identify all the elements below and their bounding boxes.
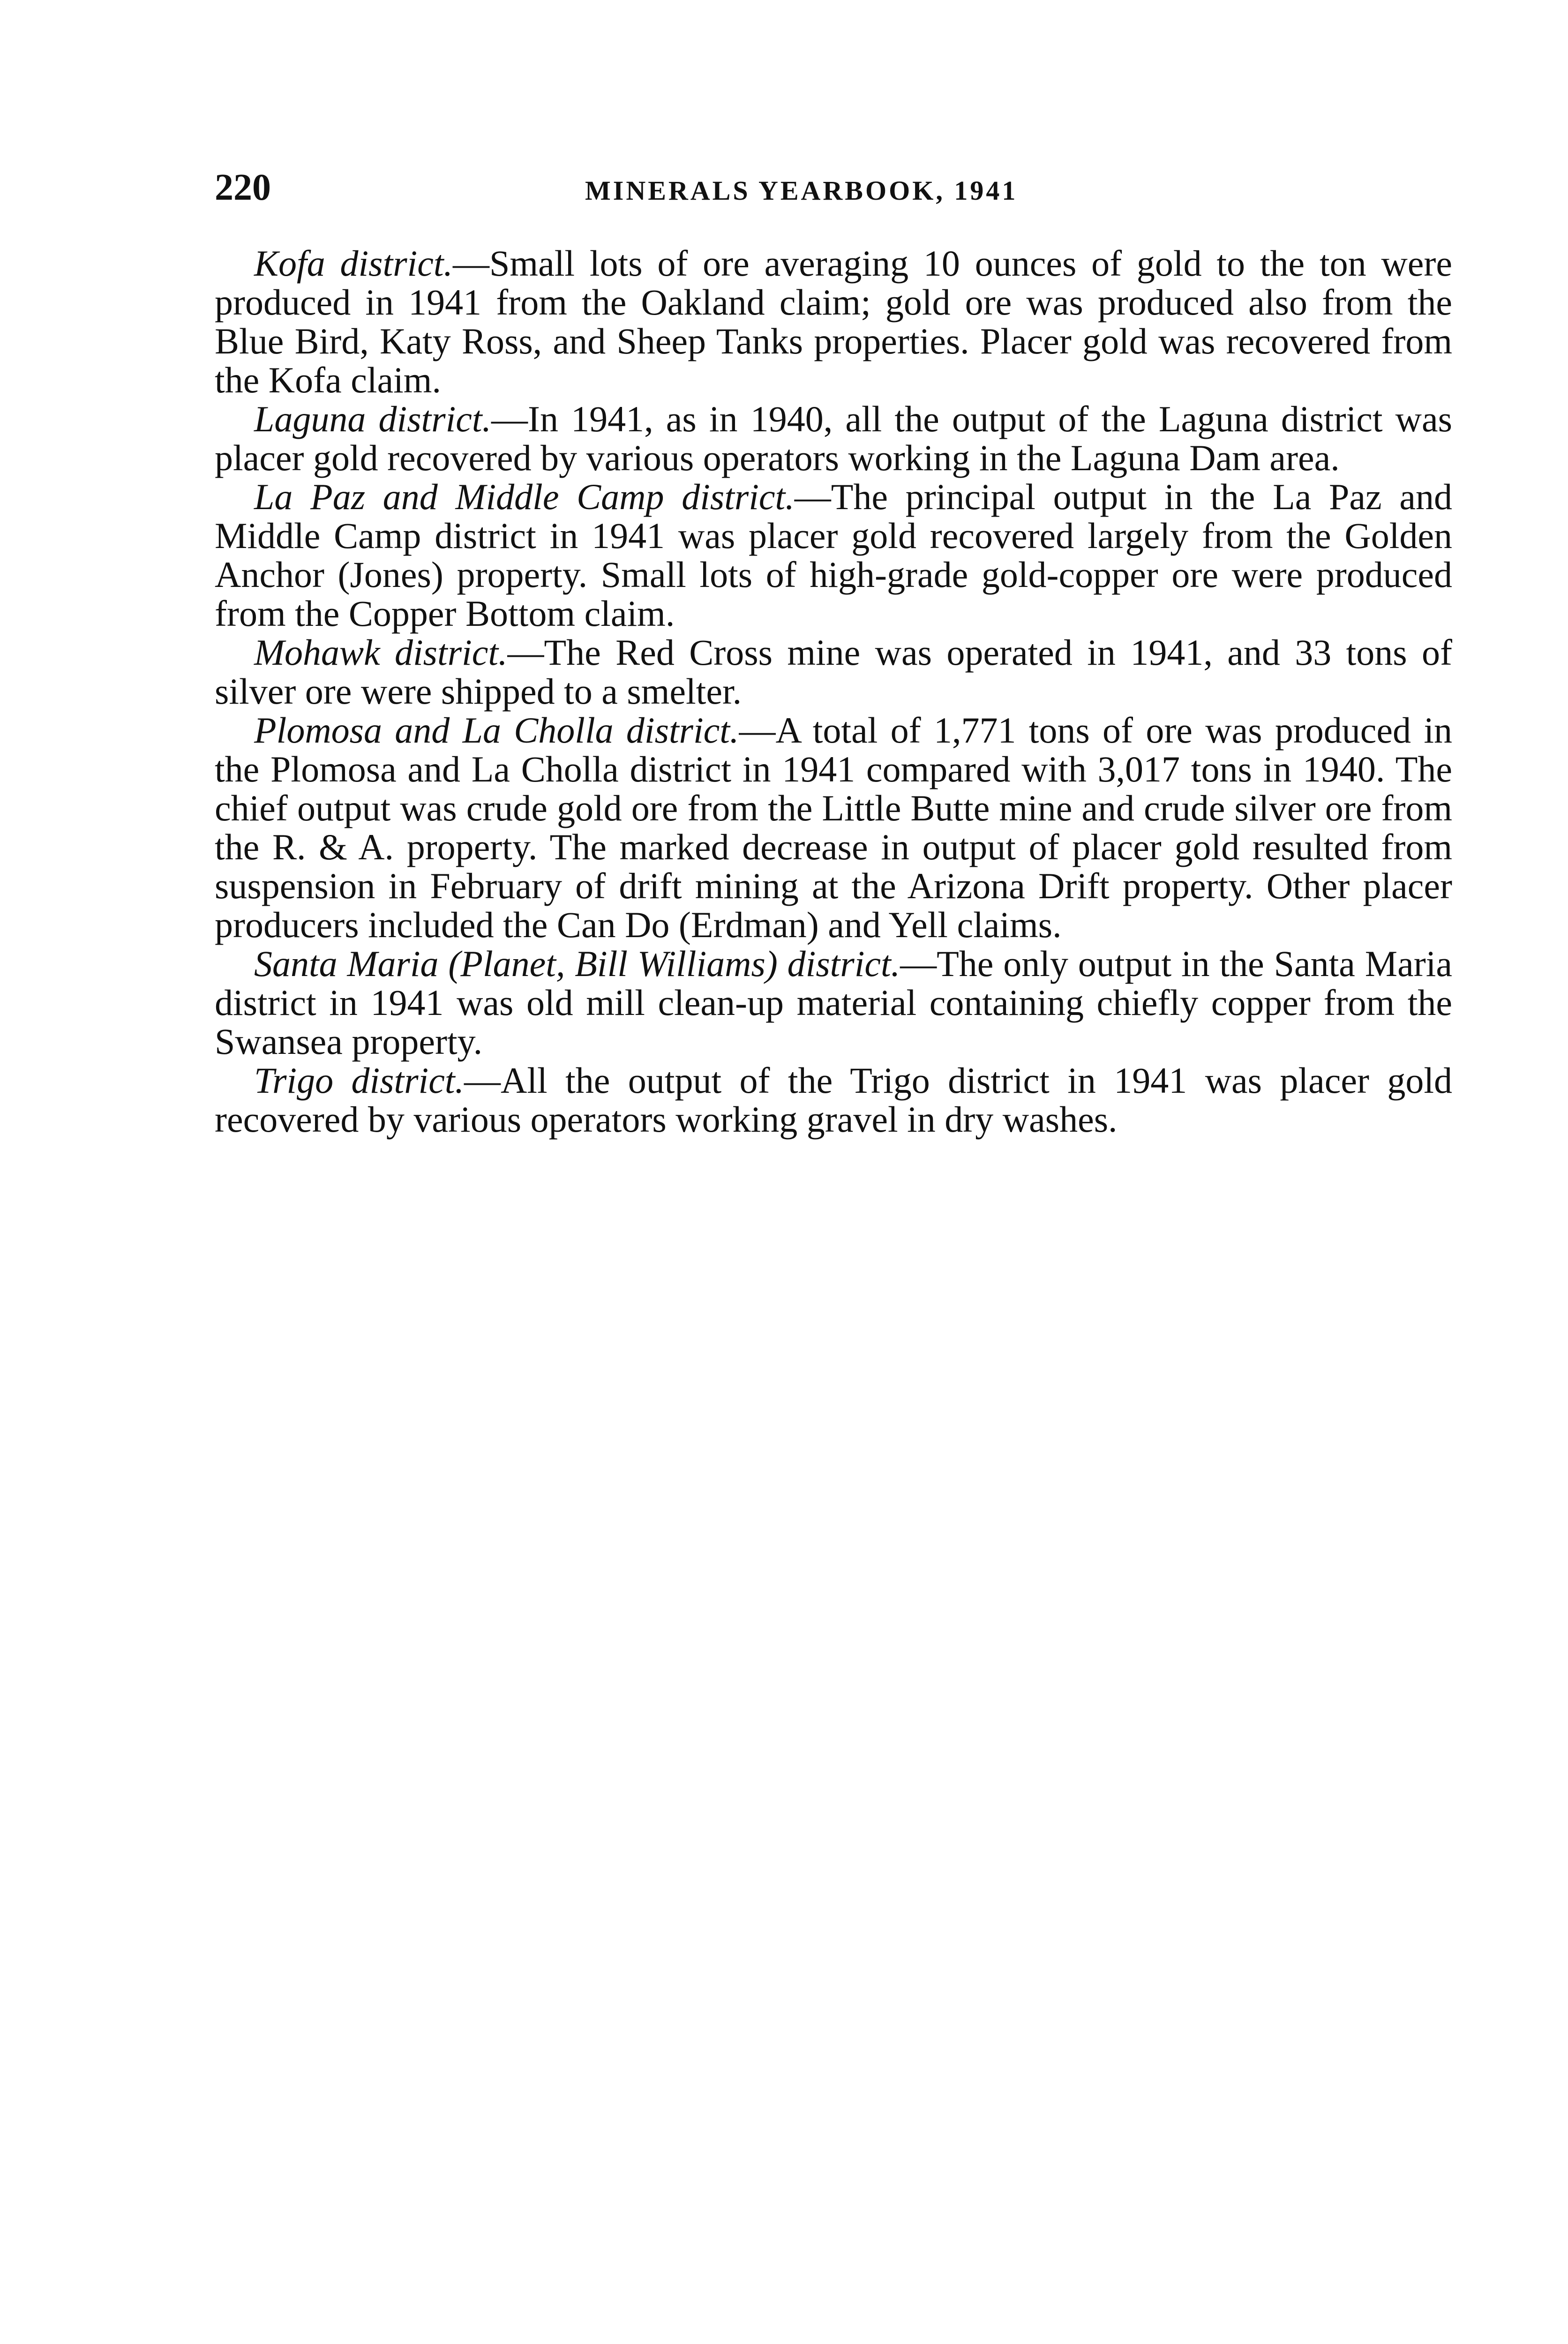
paragraph-mohawk-district [215,633,1452,711]
district-heading: Mohawk district. [254,632,508,673]
paragraph-kofa-district [215,244,1452,399]
body-text [215,244,1452,1139]
paragraph-plomosa-district [215,711,1452,944]
paragraph-text: —All the output of the Trigo district in 1941 was placer gold recovered by various operators working gravel in dry washes. [215,1060,1452,1140]
district-heading: Kofa district. [254,243,453,284]
district-heading: Plomosa and La Cholla district. [254,710,739,751]
paragraph-text: —A total of 1,771 tons of ore was produced in the Plomosa and La Cholla district in 1941 compared with 3,017 tons in 1940. The chief output was crude gold ore from the Little Butte mine and crude silver ore from the R. & A. property. The marked decrease in output of placer gold resulted from suspension in February of drift mining at the Arizona Drift property. Other placer producers included the Can Do (Erdman) and Yell claims. [215,710,1452,945]
paragraph-text: —The principal output in the La Paz and Middle Camp district in 1941 was placer gold recovered largely from the Golden Anchor (Jones) property. Small lots of high-grade gold-copper ore were produced from the Copper Bottom claim. [215,476,1452,634]
paragraph-text: —In 1941, as in 1940, all the output of the Laguna district was placer gold recovered by various operators working in the Laguna Dam area. [215,398,1452,478]
paragraph-trigo-district [215,1061,1452,1139]
page-number: 220 [215,167,271,208]
paragraph-text: —The Red Cross mine was operated in 1941, and 33 tons of silver ore were shipped to a smelter. [215,632,1452,712]
district-heading: La Paz and Middle Camp district. [254,476,795,517]
paragraph-la-paz-district [215,477,1452,633]
page-header [215,164,1452,211]
district-heading: Trigo district. [254,1060,465,1101]
paragraph-text: —Small lots of ore averaging 10 ounces of gold to the ton were produced in 1941 from the Oakland claim; gold ore was produced also from the Blue Bird, Katy Ross, and Sheep Tanks properties. Placer gold was recovered from the Kofa claim. [215,243,1452,400]
district-heading: Santa Maria (Planet, Bill Williams) district. [254,943,900,984]
paragraph-text: —The only output in the Santa Maria district in 1941 was old mill clean-up material containing chiefly copper from the Swansea property. [215,943,1452,1062]
paragraph-santa-maria-district [215,944,1452,1061]
running-head: MINERALS YEARBOOK, 1941 [585,175,1018,206]
district-heading: Laguna district. [254,398,492,439]
paragraph-laguna-district [215,399,1452,477]
